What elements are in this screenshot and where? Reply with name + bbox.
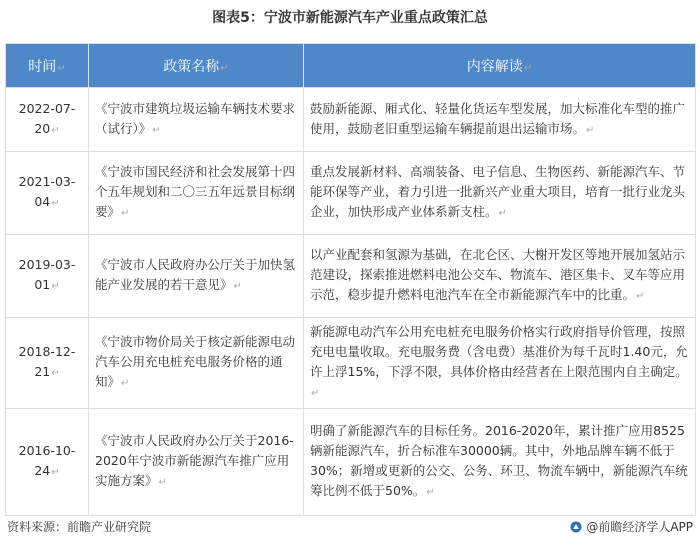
- cell-content: [304, 318, 696, 409]
- paragraph-mark-icon: ↵: [158, 477, 167, 488]
- header-time-label: 时间: [28, 58, 57, 75]
- header-policy-name: [89, 44, 304, 88]
- cell-time: [6, 152, 89, 235]
- cell-policy-name: [89, 409, 304, 516]
- figure-title: 图表5：宁波市新能源汽车产业重点政策汇总: [212, 10, 488, 26]
- paragraph-mark-icon: ↵: [233, 281, 242, 292]
- paragraph-mark-icon: ↵: [51, 124, 60, 136]
- header-content: [304, 44, 696, 88]
- content-text: 明确了新能源汽车的目标任务。2016-2020年，累计推广应用8525辆新能源汽车，折合标准车30000辆。其中，外地品牌车辆不低于30%；新增或更新的公交、公务、环卫、物流车辆中，新能源汽车统筹比例不低于50%。: [310, 423, 688, 498]
- time-text: 2022-07-20: [18, 100, 76, 136]
- table-row: [6, 152, 696, 235]
- cell-policy-name: [89, 88, 304, 152]
- content-text: 重点发展新材料、高端装备、电子信息、生物医药、新能源汽车、节能环保等产业，着力引进一批新兴产业重大项目，培育一批行业龙头企业，加快形成产业体系新支柱。: [310, 164, 686, 219]
- paragraph-mark-icon: ↵: [51, 281, 60, 292]
- table-row: [6, 88, 696, 152]
- brand-credit: [570, 518, 693, 536]
- table-header-row: [6, 44, 696, 88]
- policy-name-text: 《宁波市物价局关于核定新能源电动汽车公用充电桩充电服务价格的通知》: [95, 334, 296, 389]
- policy-name-text: 《宁波市国民经济和社会发展第十四个五年规划和二〇三五年远景目标纲要》: [95, 164, 296, 219]
- paragraph-mark-icon: ↵: [152, 124, 161, 136]
- paragraph-mark-icon: ↵: [51, 368, 60, 379]
- cell-policy-name: [89, 152, 304, 235]
- cell-time: [6, 409, 89, 516]
- header-time: [6, 44, 89, 88]
- paragraph-mark-icon: ↵: [51, 467, 60, 478]
- header-policy-name-label: 政策名称: [163, 58, 220, 75]
- qianzhan-logo-icon: [570, 521, 582, 533]
- paragraph-mark-icon: ↵: [121, 208, 130, 219]
- paragraph-mark-icon: ↵: [121, 378, 130, 389]
- cell-time: [6, 318, 89, 409]
- paragraph-mark-icon: ↵: [426, 487, 435, 498]
- source-note: 资料来源：前瞻产业研究院: [7, 520, 152, 534]
- table-row: [6, 409, 696, 516]
- policy-name-text: 《宁波市人民政府办公厅关于加快氢能产业发展的若干意见》: [95, 257, 296, 292]
- content-text: 以产业配套和氢源为基础，在北仑区、大榭开发区等地开展加氢站示范建设，探索推进燃料电池公交车、物流车、港区集卡、叉车等应用示范，稳步提升燃料电池汽车在全市新能源汽车中的比重。: [310, 247, 686, 302]
- cell-time: [6, 88, 89, 152]
- cell-content: [304, 409, 696, 516]
- content-text: 鼓励新能源、厢式化、轻量化货运车型发展，加大标准化车型的推广使用，鼓励老旧重型运输车辆提前退出运输市场。: [310, 100, 686, 136]
- cell-time: [6, 235, 89, 318]
- content-text: 新能源电动汽车公用充电桩充电服务价格实行政府指导价管理，按照充电电量收取。充电服务费（含电费）基准价为每千瓦时1.40元，允许上浮15%，下浮不限，具体价格由经营者在上限范围内自主确定。: [310, 324, 688, 379]
- brand-text: @前瞻经济学人APP: [586, 520, 693, 534]
- paragraph-mark-icon: ↵: [498, 208, 507, 219]
- header-content-label: 内容解读: [466, 58, 523, 75]
- cell-policy-name: [89, 235, 304, 318]
- policy-name-text: 《宁波市建筑垃圾运输车辆技术要求（试行）》: [95, 100, 296, 136]
- paragraph-mark-icon: ↵: [220, 62, 229, 74]
- cell-content: [304, 152, 696, 235]
- paragraph-mark-icon: ↵: [636, 291, 645, 302]
- policy-table: [5, 43, 696, 516]
- table-row: [6, 235, 696, 318]
- paragraph-mark-icon: ↵: [57, 62, 66, 74]
- time-text: 2019-03-01: [18, 257, 76, 292]
- paragraph-mark-icon: ↵: [311, 388, 320, 399]
- cell-content: [304, 235, 696, 318]
- cell-policy-name: [89, 318, 304, 409]
- time-text: 2016-10-24: [18, 443, 76, 478]
- paragraph-mark-icon: ↵: [523, 62, 533, 74]
- cell-content: [304, 88, 696, 152]
- time-text: 2018-12-21: [18, 344, 76, 379]
- time-text: 2021-03-04: [18, 174, 76, 209]
- table-row: [6, 318, 696, 409]
- policy-name-text: 《宁波市人民政府办公厅关于2016-2020年宁波市新能源汽车推广应用实施方案》: [95, 433, 294, 488]
- paragraph-mark-icon: ↵: [51, 198, 60, 209]
- paragraph-mark-icon: ↵: [586, 124, 595, 136]
